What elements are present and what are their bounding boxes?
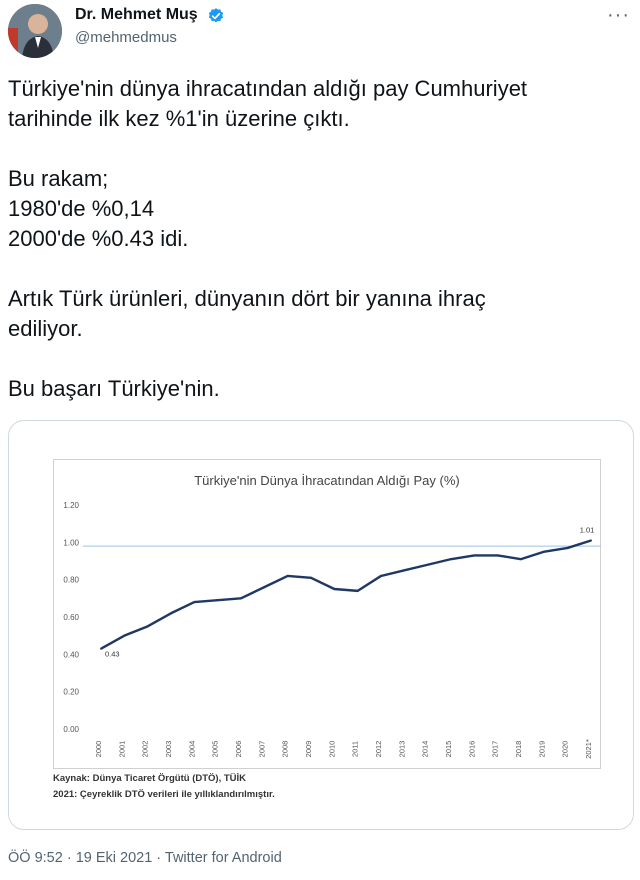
x-tick-label: 2011 <box>350 740 360 758</box>
y-tick-label: 0.60 <box>63 613 79 622</box>
data-point <box>100 648 102 650</box>
display-name[interactable]: Dr. Mehmet Muş <box>75 6 198 23</box>
data-point <box>287 575 289 577</box>
tweet-text <box>8 74 628 404</box>
x-tick-label: 2008 <box>280 740 290 758</box>
x-tick-label: 2019 <box>537 740 547 758</box>
tweet-line: 1980'de %0,14 <box>8 196 155 221</box>
x-tick-label: 2021* <box>584 739 593 759</box>
x-tick-label: 2012 <box>374 740 383 758</box>
x-tick-label: 2009 <box>304 740 313 758</box>
media-image[interactable] <box>8 420 634 830</box>
y-tick-label: 0.80 <box>63 575 79 585</box>
data-point <box>380 575 382 577</box>
chart-note: 2021: Çeyreklik DTÖ verileri ile yıllıklandırılmıştır. <box>53 789 275 800</box>
tweet-meta[interactable]: ÖÖ 9:52 · 19 Eki 2021 · Twitter for Android <box>8 850 282 866</box>
x-tick-label: 2003 <box>164 740 173 758</box>
data-point <box>357 590 359 592</box>
x-tick-label: 2017 <box>490 740 500 758</box>
more-horizontal-icon[interactable]: ··· <box>607 4 630 26</box>
x-tick-label: 2020 <box>560 740 570 758</box>
y-tick-label: 1.00 <box>63 538 79 548</box>
data-point <box>240 597 242 599</box>
data-point <box>333 588 335 590</box>
y-tick-label: 0.20 <box>63 687 79 697</box>
data-point <box>567 547 569 549</box>
data-point <box>497 554 499 556</box>
data-point <box>450 558 452 560</box>
x-tick-label: 2002 <box>140 740 150 758</box>
x-tick-label: 2000 <box>94 740 103 758</box>
tweet-line: Bu rakam; <box>8 166 109 191</box>
data-label-first: 0.43 <box>105 649 120 659</box>
data-point <box>427 564 429 566</box>
data-point <box>310 577 312 579</box>
data-point <box>123 635 125 637</box>
x-tick-label: 2015 <box>444 740 453 758</box>
tweet-line: 2000'de %0.43 idi. <box>8 226 189 251</box>
data-point <box>170 612 172 614</box>
data-point <box>543 551 545 553</box>
x-tick-label: 2018 <box>514 740 523 758</box>
data-label-last: 1.01 <box>579 525 595 535</box>
tweet-line: tarihinde ilk kez %1'in üzerine çıktı. <box>8 106 350 131</box>
tweet-line: Türkiye'nin dünya ihracatından aldığı pay Cumhuriyet <box>8 76 528 101</box>
tweet-line: Bu başarı Türkiye'nin. <box>8 376 220 401</box>
tweet-header <box>0 0 640 62</box>
x-tick-label: 2006 <box>234 740 243 758</box>
data-point <box>403 569 405 571</box>
y-tick-label: 0.40 <box>63 650 79 660</box>
data-point <box>193 601 195 603</box>
x-tick-label: 2001 <box>117 740 127 758</box>
x-tick-label: 2013 <box>397 740 407 758</box>
x-tick-label: 2007 <box>257 740 267 758</box>
chart-source: Kaynak: Dünya Ticaret Örgütü (DTÖ), TÜİK <box>53 773 247 784</box>
y-tick-label: 0.00 <box>63 725 79 734</box>
verified-badge-icon <box>207 7 225 25</box>
data-point <box>520 558 522 560</box>
x-tick-label: 2010 <box>327 740 337 758</box>
x-tick-label: 2014 <box>420 740 430 758</box>
y-tick-label: 1.20 <box>63 501 79 510</box>
tweet-line: Artık Türk ürünleri, dünyanın dört bir yanına ihraç <box>8 286 486 311</box>
x-tick-label: 2016 <box>467 740 477 758</box>
chart-title: Türkiye'nin Dünya İhracatından Aldığı Pay (%) <box>194 473 460 488</box>
data-point <box>473 554 475 556</box>
data-point <box>147 625 149 627</box>
avatar[interactable] <box>8 4 62 58</box>
data-point <box>590 539 592 541</box>
x-tick-label: 2005 <box>210 740 220 758</box>
x-tick-label: 2004 <box>187 740 197 758</box>
chart <box>9 421 634 830</box>
tweet-line: ediliyor. <box>8 316 83 341</box>
data-point <box>217 599 219 601</box>
handle[interactable]: @mehmedmus <box>75 29 177 46</box>
data-point <box>263 586 265 588</box>
series-line <box>101 540 591 648</box>
